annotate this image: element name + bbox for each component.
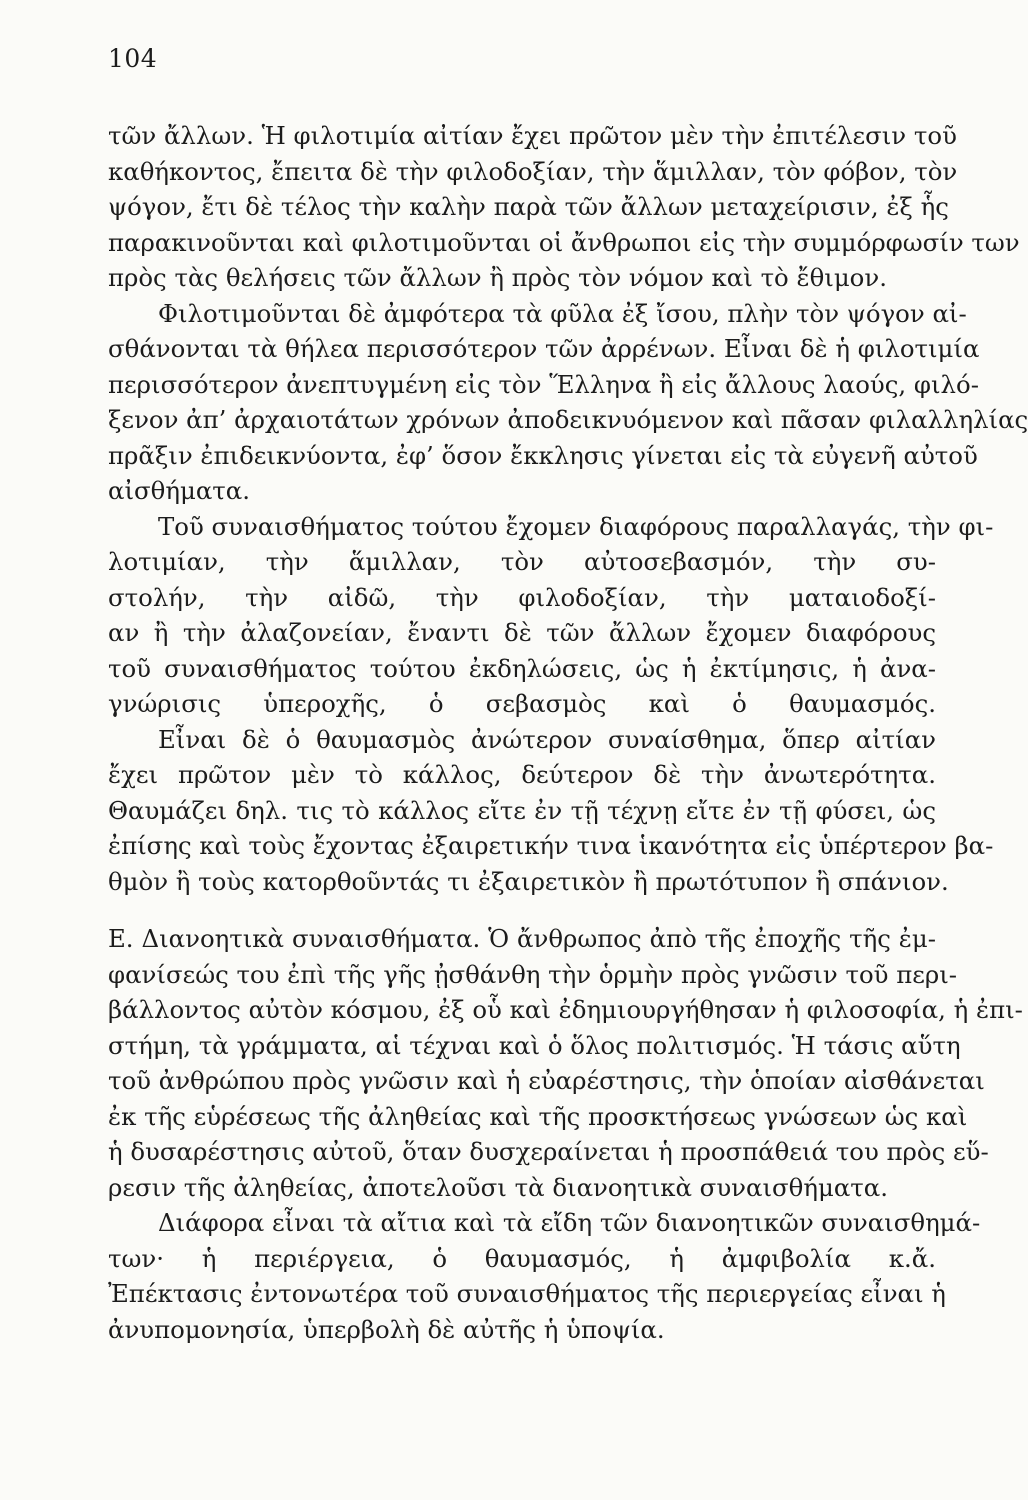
text-line: ἐπίσης καὶ τοὺς ἔχοντας ἐξαιρετικήν τινα ἱκανότητα εἰς ὑπέρτερον βα- — [108, 831, 994, 860]
text-line: τῶν ἄλλων. Ἡ φιλοτιμία αἰτίαν ἔχει πρῶτον μὲν τὴν ἐπιτέλεσιν τοῦ — [108, 121, 957, 150]
text-line: φανίσεώς του ἐπὶ τῆς γῆς ᾐσθάνθη τὴν ὁρμὴν πρὸς γνῶσιν τοῦ περι- — [108, 959, 958, 989]
text-line: Εἶναι δὲ ὁ θαυμασμὸς ἀνώτερον συναίσθημα, ὅπερ αἰτίαν — [158, 724, 936, 754]
text-line: ψόγον, ἔτι δὲ τέλος τὴν καλὴν παρὰ τῶν ἄλλων μεταχείρισιν, ἐξ ἧς — [108, 192, 949, 221]
text-line: Φιλοτιμοῦνται δὲ ἀμφότερα τὰ φῦλα ἐξ ἴσου, πλὴν τὸν ψόγον αἰ- — [158, 298, 967, 328]
page-number: 104 — [108, 44, 158, 73]
text-line: πρὸς τὰς θελήσεις τῶν ἄλλων ἢ πρὸς τὸν νόμον καὶ τὸ ἔθιμον. — [108, 263, 887, 292]
text-line: γνώρισις ὑπεροχῆς, ὁ σεβασμὸς καὶ ὁ θαυμασμός. — [108, 689, 936, 718]
text-line: τοῦ συναισθήματος τούτου ἐκδηλώσεις, ὡς ἡ ἐκτίμησις, ἡ ἀνα- — [108, 653, 936, 683]
text-line: ἡ δυσαρέστησις αὐτοῦ, ὅταν δυσχεραίνεται ἡ προσπάθειά του πρὸς εὕ- — [108, 1137, 989, 1166]
text-line: ἀνυπομονησία, ὑπερβολὴ δὲ αὐτῆς ἡ ὑποψία. — [108, 1314, 665, 1344]
text-line: βάλλοντος αὐτὸν κόσμου, ἐξ οὗ καὶ ἐδημιουργήθησαν ἡ φιλοσοφία, ἡ ἐπι- — [108, 995, 1023, 1024]
text-line: Διάφορα εἶναι τὰ αἴτια καὶ τὰ εἴδη τῶν διανοητικῶν συναισθημά- — [158, 1208, 981, 1237]
text-line: αν ἢ τὴν ἀλαζονείαν, ἔναντι δὲ τῶν ἄλλων ἔχομεν διαφόρους — [108, 618, 936, 647]
text-line: ξενον ἀπ’ ἀρχαιοτάτων χρόνων ἀποδεικνυόμενον καὶ πᾶσαν φιλαλληλίας — [108, 405, 1028, 434]
text-line: Τοῦ συναισθήματος τούτου ἔχομεν διαφόρους παραλλαγάς, τὴν φι- — [158, 511, 994, 541]
text-line: Θαυμάζει δηλ. τις τὸ κάλλος εἴτε ἐν τῇ τέχνῃ εἴτε ἐν τῇ φύσει, ὡς — [108, 795, 936, 825]
text-line: παρακινοῦνται καὶ φιλοτιμοῦνται οἱ ἄνθρωποι εἰς τὴν συμμόρφωσίν των — [108, 227, 1020, 257]
text-line: λοτιμίαν, τὴν ἅμιλλαν, τὸν αὐτοσεβασμόν, τὴν συ- — [108, 547, 936, 576]
text-line: ἔχει πρῶτον μὲν τὸ κάλλος, δεύτερον δὲ τὴν ἀνωτερότητα. — [108, 760, 936, 789]
text-line: θμὸν ἢ τοὺς κατορθοῦντάς τι ἐξαιρετικὸν ἢ πρωτότυπον ἢ σπάνιον. — [108, 866, 949, 896]
text-line: Ἐπέκτασις ἐντονωτέρα τοῦ συναισθήματος τῆς περιεργείας εἶναι ἡ — [108, 1279, 946, 1308]
text-line: σθάνονται τὰ θήλεα περισσότερον τῶν ἀρρένων. Εἶναι δὲ ἡ φιλοτιμία — [108, 334, 980, 363]
text-line: ἐκ τῆς εὑρέσεως τῆς ἀληθείας καὶ τῆς προσκτήσεως γνώσεων ὡς καὶ — [108, 1101, 968, 1131]
text-line: ρεσιν τῆς ἀληθείας, ἀποτελοῦσι τὰ διανοητικὰ συναισθήματα. — [108, 1172, 889, 1202]
text-line: καθήκοντος, ἔπειτα δὲ τὴν φιλοδοξίαν, τὴν ἅμιλλαν, τὸν φόβον, τὸν — [108, 156, 958, 186]
text-line: στήμη, τὰ γράμματα, αἱ τέχναι καὶ ὁ ὅλος πολιτισμός. Ἡ τάσις αὕτη — [108, 1030, 961, 1060]
text-line: αἰσθήματα. — [108, 476, 251, 505]
text-body — [108, 118, 1028, 1347]
text-line: πρᾶξιν ἐπιδεικνύοντα, ἐφ’ ὅσον ἔκκλησις γίνεται εἰς τὰ εὐγενῆ αὐτοῦ — [108, 440, 978, 470]
text-line: των· ἡ περιέργεια, ὁ θαυμασμός, ἡ ἀμφιβολία κ.ἄ. — [108, 1243, 936, 1273]
text-line: στολήν, τὴν αἰδῶ, τὴν φιλοδοξίαν, τὴν ματαιοδοξί- — [108, 582, 936, 612]
section-gap — [108, 899, 936, 921]
text-line: περισσότερον ἀνεπτυγμένη εἰς τὸν Ἕλληνα ἢ εἰς ἄλλους λαούς, φιλό- — [108, 369, 979, 399]
section-heading-line: Ε. Διανοητικὰ συναισθήματα. Ὁ ἄνθρωπος ἀπὸ τῆς ἐποχῆς τῆς ἐμ- — [108, 924, 936, 953]
text-line: τοῦ ἀνθρώπου πρὸς γνῶσιν καὶ ἡ εὐαρέστησις, τὴν ὁποίαν αἰσθάνεται — [108, 1066, 985, 1095]
